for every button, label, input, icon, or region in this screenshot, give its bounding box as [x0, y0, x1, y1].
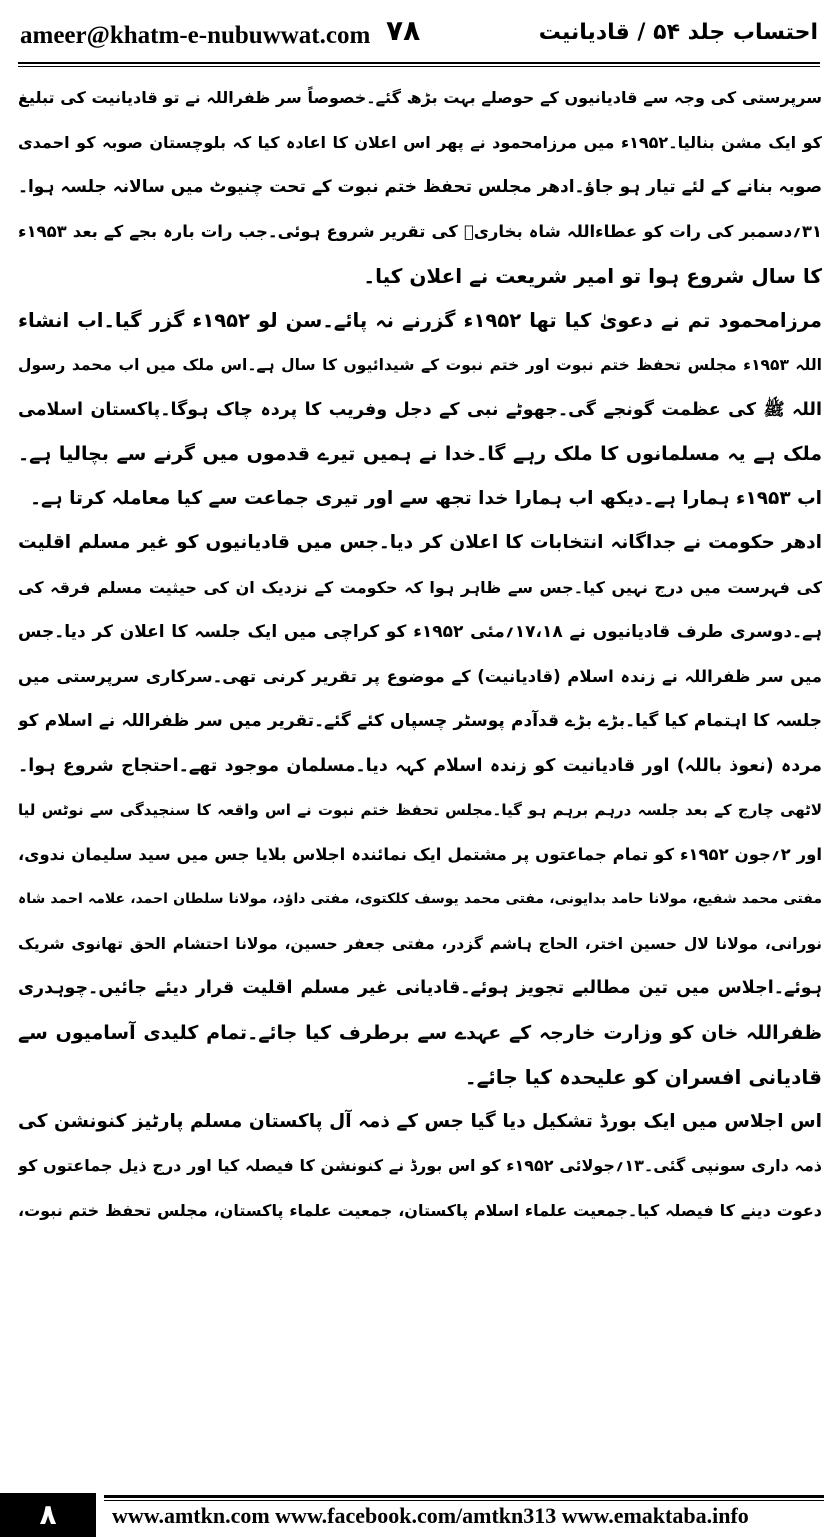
text-line: ظفراللہ خان کو وزارت خارجہ کے عہدے سے برطرف کیا جائے۔تمام کلیدی آسامیوں سے: [18, 1021, 822, 1044]
page-number: ۷۸: [386, 14, 421, 47]
page-footer: [0, 1487, 840, 1540]
text-line: اب ۱۹۵۳ء ہمارا ہے۔دیکھ اب ہمارا خدا تجھ سے اور تیری جماعت سے کیا معاملہ کرتا ہے۔: [30, 487, 822, 509]
text-line: مرزامحمود تم نے دعویٰ کیا تھا ۱۹۵۲ء گزرنے نہ پائے۔سن لو ۱۹۵۲ء گزر گیا۔اب انشاء: [18, 308, 822, 332]
header-rule-thin: [18, 66, 820, 67]
text-line: دعوت دینے کا فیصلہ کیا۔جمعیت علماء اسلام پاکستان، جمعیت علماء پاکستان، مجلس تحفظ ختم نبوت،: [18, 1200, 822, 1220]
text-line: کو ایک مشن بنالیا۔۱۹۵۲ء میں مرزامحمود نے پھر اس اعلان کا اعادہ کیا کہ بلوچستان صوبہ کو احمدی: [18, 132, 822, 152]
footer-page-number: ۸: [0, 1493, 96, 1537]
text-line: کی فہرست میں درج نہیں کیا۔جس سے ظاہر ہوا کہ حکومت کے نزدیک ان کی حیثیت مسلم فرقہ کی: [18, 577, 822, 597]
text-line: اللہ ﷺ کی عظمت گونجے گی۔جھوٹے نبی کے دجل وفریب کا پردہ چاک ہوگا۔پاکستان اسلامی: [18, 399, 822, 420]
text-line: کا سال شروع ہوا تو امیر شریعت نے اعلان کیا۔: [363, 264, 822, 288]
text-line: اس اجلاس میں ایک بورڈ تشکیل دیا گیا جس کے ذمہ آل پاکستان مسلم پارٹیز کنونشن کی: [18, 1110, 822, 1132]
body-text: [18, 76, 822, 1448]
text-line: صوبہ بنانے کے لئے تیار ہو جاؤ۔ادھر مجلس تحفظ ختم نبوت کے تحت چنیوٹ میں سالانہ جلسہ ہوا۔: [18, 177, 822, 197]
text-line: ذمہ داری سونپی گئی۔۱۳؍جولائی ۱۹۵۲ء کو اس بورڈ نے کنونشن کا فیصلہ کیا اور درج ذیل جماعتوں کو: [18, 1156, 822, 1175]
text-line: مردہ (نعوذ باللہ) اور قادیانیت کو زندہ اسلام کہہ دیا۔مسلمان موجود تھے۔احتجاج شروع ہوا۔: [18, 755, 822, 776]
text-line: اللہ ۱۹۵۳ء مجلس تحفظ ختم نبوت اور ختم نبوت کے شیدائیوں کا سال ہے۔اس ملک میں اب محمد رسول: [18, 356, 822, 374]
text-line: مفتی محمد شفیع، مولانا حامد بدایونی، مفتی محمد یوسف کلکتوی، مفتی داؤد، مولانا سلطان احمد، علامہ احمد شاہ: [18, 891, 822, 907]
page-header: [0, 0, 840, 66]
footer-rule-thin: [104, 1500, 824, 1501]
footer-rule: [104, 1495, 824, 1498]
header-rule: [18, 62, 820, 64]
text-line: ہوئے۔اجلاس میں تین مطالبے تجویز ہوئے۔قادیانی غیر مسلم اقلیت قرار دیئے جائیں۔چوہدری: [18, 978, 822, 998]
text-line: ملک ہے یہ مسلمانوں کا ملک رہے گا۔خدا نے ہمیں تیرے قدموں میں گرنے سے بچالیا ہے۔: [18, 443, 822, 465]
text-line: میں سر ظفراللہ نے زندہ اسلام (قادیانیت) کے موضوع پر تقریر کرنی تھی۔سرکاری سرپرستی میں: [18, 666, 822, 686]
text-line: اور ۲؍جون ۱۹۵۲ء کو تمام جماعتوں پر مشتمل ایک نمائندہ اجلاس بلایا جس میں سید سلیمان ندوی،: [18, 844, 822, 864]
text-line: ہے۔دوسری طرف قادیانیوں نے ۱۷،۱۸؍مئی ۱۹۵۲ء کو کراچی میں ایک جلسہ کا اعلان کر دیا۔جس: [18, 622, 822, 642]
text-line: ادھر حکومت نے جداگانہ انتخابات کا اعلان کر دیا۔جس میں قادیانیوں کو غیر مسلم اقلیت: [18, 532, 822, 553]
text-line: لاٹھی چارج کے بعد جلسہ درہم برہم ہو گیا۔مجلس تحفظ ختم نبوت نے اس واقعہ کا سنجیدگی سے نوٹس لیا: [18, 801, 822, 819]
email-address: ameer@khatm-e-nubuwwat.com: [20, 22, 371, 49]
text-line: نورانی، مولانا لال حسین اختر، الحاج ہاشم گزدر، مفتی جعفر حسین، مولانا احتشام الحق تھانوی شریک: [18, 934, 822, 953]
book-title: احتساب جلد ۵۴ / قادیانیت: [538, 20, 818, 45]
footer-links[interactable]: www.amtkn.com www.facebook.com/amtkn313 www.emaktaba.info: [112, 1503, 749, 1528]
text-line: سرپرستی کی وجہ سے قادیانیوں کے حوصلے بہت بڑھ گئے۔خصوصاً سر ظفراللہ نے تو قادیانیت کی تبلیغ: [18, 88, 822, 107]
text-line: ۳۱؍دسمبر کی رات کو عطاءاللہ شاہ بخاریؒ کی تقریر شروع ہوئی۔جب رات بارہ بجے کے بعد ۱۹۵۳ء: [18, 221, 822, 241]
text-line: قادیانی افسران کو علیحدہ کیا جائے۔: [464, 1065, 822, 1089]
text-line: جلسہ کا اہتمام کیا گیا۔بڑے بڑے قدآدم پوسٹر چسپاں کئے گئے۔تقریر میں سر ظفراللہ نے اسلام کو: [18, 711, 822, 731]
